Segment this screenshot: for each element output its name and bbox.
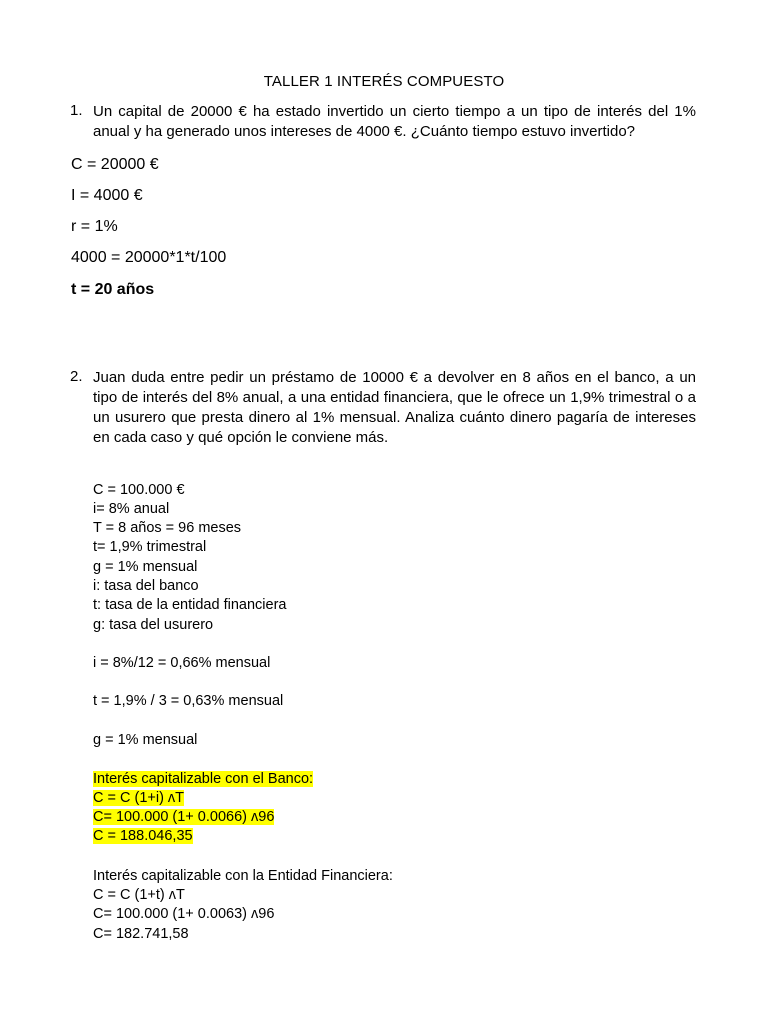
entity-block-line: C= 182.741,58 <box>93 926 189 942</box>
q2-conversion-t: t = 1,9% / 3 = 0,63% mensual <box>93 693 284 709</box>
q1-solution-line: I = 4000 € <box>71 187 143 204</box>
q1-solution-line: r = 1% <box>71 218 118 235</box>
q2-data-line: i= 8% anual <box>93 501 170 517</box>
question-2-number: 2. <box>70 368 83 385</box>
q2-data-line: t: tasa de la entidad financiera <box>93 597 287 613</box>
highlighted-text: C= 100.000 (1+ 0.0066) ʌ96 <box>93 809 275 825</box>
q2-data-line: t= 1,9% trimestral <box>93 539 207 555</box>
q2-data-line: g: tasa del usurero <box>93 617 214 633</box>
entity-block-line: C= 100.000 (1+ 0.0063) ʌ96 <box>93 906 275 922</box>
highlighted-text: Interés capitalizable con el Banco: <box>93 771 314 787</box>
entity-block-line: Interés capitalizable con la Entidad Financiera: <box>93 868 393 884</box>
q2-conversion-g: g = 1% mensual <box>93 732 198 748</box>
q2-data-line: g = 1% mensual <box>93 559 198 575</box>
q2-data-line: T = 8 años = 96 meses <box>93 520 242 536</box>
bank-block-line <box>93 827 193 846</box>
question-1-text: Un capital de 20000 € ha estado invertido un cierto tiempo a un tipo de interés del 1% anual y ha generado unos intereses de 4000 €. ¿Cuánto tiempo estuvo invertido? <box>93 103 696 140</box>
entity-block-line: C = C (1+t) ʌT <box>93 887 185 903</box>
q1-solution-line: C = 20000 € <box>71 156 159 173</box>
question-1-number: 1. <box>70 102 83 119</box>
q1-answer: t = 20 años <box>71 281 155 298</box>
q2-data-line: i: tasa del banco <box>93 578 199 594</box>
highlighted-text: C = C (1+i) ʌT <box>93 790 185 806</box>
q1-solution-line: 4000 = 20000*1*t/100 <box>71 249 227 266</box>
bank-block-line <box>93 789 184 808</box>
bank-block-line <box>93 770 313 789</box>
page-title: TALLER 1 INTERÉS COMPUESTO <box>263 73 505 90</box>
question-2-text: Juan duda entre pedir un préstamo de 10000 € a devolver en 8 años en el banco, a un tipo de interés del 8% anual, a una entidad financiera, que le ofrece un 1,9% trimestral o a un usurero que presta dinero al 1% mensual. Analiza cuánto dinero pagaría de intereses en cada caso y qué opción le conviene más. <box>93 369 696 446</box>
q2-conversion-i: i = 8%/12 = 0,66% mensual <box>93 655 271 671</box>
q2-data-line: C = 100.000 € <box>93 482 185 498</box>
highlighted-text: C = 188.046,35 <box>93 828 193 844</box>
bank-block-line <box>93 808 274 827</box>
